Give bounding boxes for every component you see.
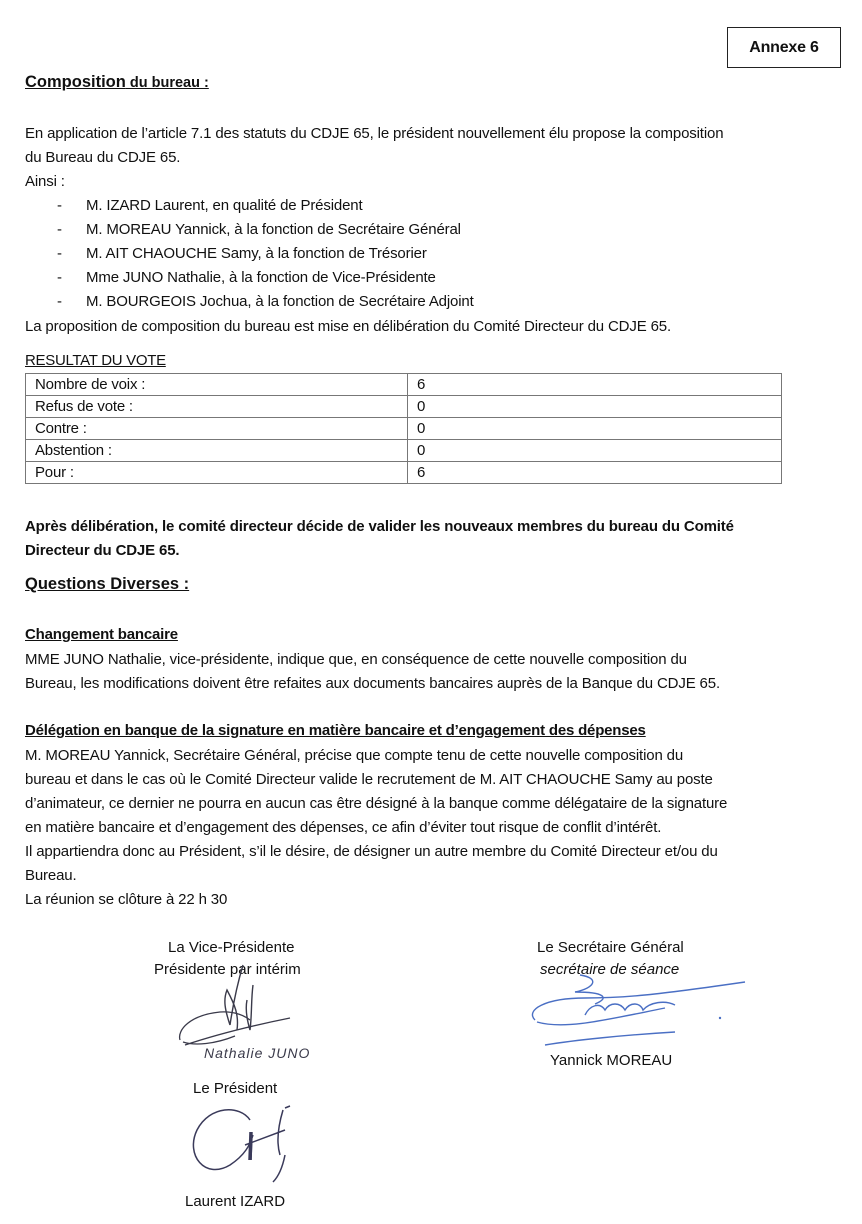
vote-value: 0 xyxy=(408,396,782,418)
ainsi-label: Ainsi : xyxy=(25,173,65,190)
table-row xyxy=(26,396,782,418)
vice-presidente-role: La Vice-Présidente xyxy=(168,939,295,956)
bullet-dash: - xyxy=(57,197,62,214)
signature-moreau-icon xyxy=(525,970,755,1050)
president-role: Le Président xyxy=(193,1080,278,1097)
table-row xyxy=(26,440,782,462)
juno-handwritten-name: Nathalie JUNO xyxy=(204,1045,311,1061)
president-name: Laurent IZARD xyxy=(185,1193,286,1210)
table-row xyxy=(26,462,782,484)
composition-title-rest: du bureau : xyxy=(125,75,209,91)
vote-label: Nombre de voix : xyxy=(26,374,408,396)
composition-title xyxy=(25,73,209,92)
member-text: M. IZARD Laurent, en qualité de Président xyxy=(86,197,363,214)
delegation-line: Il appartiendra donc au Président, s’il le désire, de désigner un autre membre du Comité Directeur et/ou du xyxy=(25,843,718,860)
bullet-dash: - xyxy=(57,293,62,310)
annexe-label: Annexe 6 xyxy=(749,38,819,56)
questions-title: Questions Diverses : xyxy=(25,575,190,593)
vote-label: Pour : xyxy=(26,462,408,484)
vice-presidente-role-2: Présidente par intérim xyxy=(154,961,301,978)
vote-label: Abstention : xyxy=(26,440,408,462)
delegation-line: M. MOREAU Yannick, Secrétaire Général, précise que compte tenu de cette nouvelle composition du xyxy=(25,747,684,764)
secretaire-role-2: secrétaire de séance xyxy=(540,961,680,978)
intro-line-2: du Bureau du CDJE 65. xyxy=(25,149,181,166)
member-item xyxy=(57,221,461,238)
vote-table xyxy=(25,373,782,484)
member-item xyxy=(57,293,474,310)
member-text: M. BOURGEOIS Jochua, à la fonction de Secrétaire Adjoint xyxy=(86,293,474,310)
member-text: Mme JUNO Nathalie, à la fonction de Vice-Présidente xyxy=(86,269,436,286)
member-text: M. AIT CHAOUCHE Samy, à la fonction de Trésorier xyxy=(86,245,427,262)
vote-label: Refus de vote : xyxy=(26,396,408,418)
vote-title: RESULTAT DU VOTE xyxy=(25,352,166,369)
intro-line-1: En application de l’article 7.1 des statuts du CDJE 65, le président nouvellement élu propose la composition xyxy=(25,125,724,142)
changement-title: Changement bancaire xyxy=(25,626,178,643)
proposal-text: La proposition de composition du bureau est mise en délibération du Comité Directeur du CDJE 65. xyxy=(25,318,671,335)
vote-value: 6 xyxy=(408,374,782,396)
delegation-line: en matière bancaire et d’engagement des dépenses, ce afin d’éviter tout risque de conflit d’intérêt. xyxy=(25,819,662,836)
secretaire-role: Le Secrétaire Général xyxy=(537,939,684,956)
decision-line-1: Après délibération, le comité directeur décide de valider les nouveaux membres du bureau du Comité xyxy=(25,518,734,535)
delegation-line: bureau et dans le cas où le Comité Directeur valide le recrutement de M. AIT CHAOUCHE Samy au poste xyxy=(25,771,713,788)
signature-izard-icon xyxy=(185,1100,305,1190)
member-item xyxy=(57,245,427,262)
vote-label: Contre : xyxy=(26,418,408,440)
delegation-line: Bureau. xyxy=(25,867,77,884)
bullet-dash: - xyxy=(57,245,62,262)
changement-line-2: Bureau, les modifications doivent être refaites aux documents bancaires auprès de la Banque du CDJE 65. xyxy=(25,675,720,692)
member-text: M. MOREAU Yannick, à la fonction de Secrétaire Général xyxy=(86,221,461,238)
changement-line-1: MME JUNO Nathalie, vice-présidente, indique que, en conséquence de cette nouvelle composition du xyxy=(25,651,687,668)
vote-value: 6 xyxy=(408,462,782,484)
bullet-dash: - xyxy=(57,269,62,286)
annexe-label-box xyxy=(727,27,841,68)
table-row xyxy=(26,418,782,440)
composition-title-main: Composition xyxy=(25,73,126,91)
bullet-dash: - xyxy=(57,221,62,238)
delegation-title: Délégation en banque de la signature en matière bancaire et d’engagement des dépenses xyxy=(25,722,646,739)
closing-text: La réunion se clôture à 22 h 30 xyxy=(25,891,228,908)
secretaire-name: Yannick MOREAU xyxy=(550,1052,673,1069)
member-item xyxy=(57,197,363,214)
decision-line-2: Directeur du CDJE 65. xyxy=(25,542,180,559)
table-row xyxy=(26,374,782,396)
delegation-line: d’animateur, ce dernier ne pourra en aucun cas être désigné à la banque comme délégataire de la signature xyxy=(25,795,728,812)
vote-value: 0 xyxy=(408,418,782,440)
vote-value: 0 xyxy=(408,440,782,462)
member-item xyxy=(57,269,436,286)
